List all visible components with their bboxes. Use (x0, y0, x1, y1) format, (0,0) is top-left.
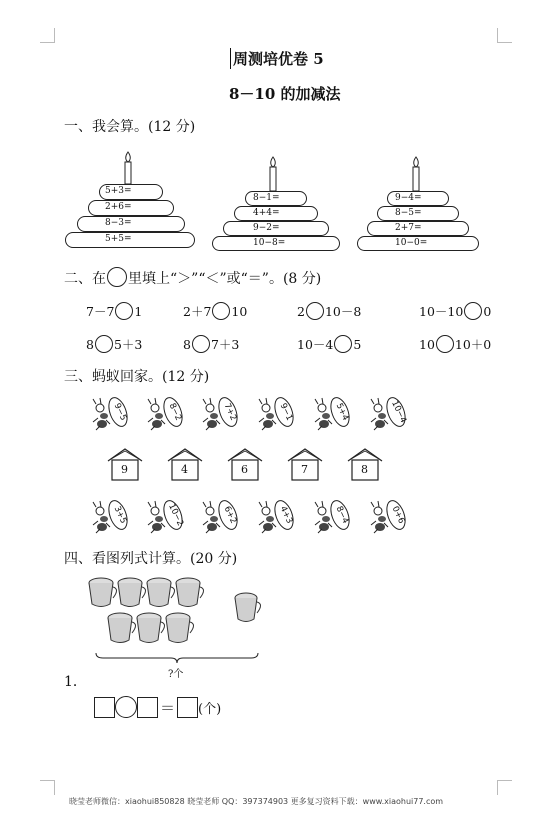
section-1-heading: 一、我会算。(12 分) (64, 119, 196, 135)
equation: 5+3= (105, 186, 132, 196)
answer-circle[interactable] (115, 302, 133, 320)
equation: 2+7= (395, 223, 422, 233)
ant-card[interactable] (147, 499, 191, 535)
right-expr: 10 (231, 304, 248, 319)
brace-label: ?个 (168, 669, 184, 680)
compare-item (297, 302, 361, 320)
page-subtitle: 8－10 的加减法 (229, 85, 341, 103)
circle-symbol-icon (107, 267, 127, 287)
ant-icon (147, 396, 191, 432)
right-expr: 5＋3 (113, 337, 143, 352)
house-number: 6 (241, 463, 248, 476)
problem-number: 1． (64, 674, 87, 690)
ant-card[interactable] (258, 396, 302, 432)
equation: 9−4= (395, 193, 422, 203)
compare-item (297, 335, 361, 353)
crop-mark (40, 780, 55, 795)
cups-illustration (84, 574, 284, 648)
ant-card[interactable] (314, 499, 358, 535)
right-expr: 10＋0 (454, 337, 492, 352)
footer-watermark: 晓莹老师微信：xiaohui850828 晓莹老师 QQ：397374903 更多复习资料下载：www.xiaohui77.com (69, 797, 444, 806)
equals-sign-icon: ＝ (160, 699, 176, 717)
ant-icon (92, 499, 136, 535)
ant-expression: 10−2 (166, 502, 186, 528)
ant-expression: 4+3 (277, 504, 295, 526)
answer-circle[interactable] (192, 335, 210, 353)
compare-item (419, 335, 491, 353)
equation: 8−1= (253, 193, 280, 203)
section-2-heading (64, 267, 321, 288)
right-expr: 1 (134, 304, 143, 319)
crop-mark (497, 28, 512, 43)
ant-expression: 0+6 (389, 504, 407, 526)
ant-card[interactable] (92, 499, 136, 535)
tower-2 (211, 153, 343, 251)
house-number: 4 (181, 463, 188, 476)
ant-icon (92, 396, 136, 432)
compare-item (183, 335, 239, 353)
house[interactable] (346, 447, 384, 481)
equation: 8−3= (105, 218, 132, 228)
equation: 4+4= (253, 208, 280, 218)
ant-card[interactable] (202, 499, 246, 535)
left-expr: 2 (297, 304, 305, 319)
answer-circle[interactable] (464, 302, 482, 320)
ant-card[interactable] (92, 396, 136, 432)
house[interactable] (166, 447, 204, 481)
ant-expression: 7+2 (221, 401, 239, 423)
ant-expression: 5+4 (333, 401, 351, 423)
crop-mark (40, 28, 55, 43)
ant-card[interactable] (370, 396, 414, 432)
crop-mark (497, 780, 512, 795)
house[interactable] (106, 447, 144, 481)
left-expr: 2＋7 (183, 304, 212, 319)
equation: 9−2= (253, 223, 280, 233)
ant-expression: 9−1 (277, 401, 295, 423)
compare-item (86, 302, 142, 320)
unit-label: (个) (198, 702, 222, 717)
answer-box[interactable] (94, 697, 115, 718)
ant-expression: 6+2 (221, 504, 239, 526)
ant-expression: 3+5 (111, 504, 129, 526)
right-expr: 0 (483, 304, 492, 319)
compare-item (86, 335, 142, 353)
cup-icon (89, 578, 261, 643)
section-4-heading: 四、看图列式计算。(20 分) (64, 551, 238, 567)
ant-card[interactable] (258, 499, 302, 535)
equation: 10−8= (253, 238, 286, 248)
house-number: 9 (121, 463, 128, 476)
ant-card[interactable] (370, 499, 414, 535)
ant-icon (258, 499, 302, 535)
right-expr: 5 (353, 337, 362, 352)
ant-expression: 8−4 (333, 504, 351, 526)
house-number: 8 (361, 463, 368, 476)
left-expr: 10－4 (297, 337, 334, 352)
equation: 2+6= (105, 202, 132, 212)
answer-circle[interactable] (212, 302, 230, 320)
answer-circle[interactable] (334, 335, 352, 353)
equation: 5+5= (105, 234, 132, 244)
ant-expression: 8−2 (166, 401, 184, 423)
heading-part: 里填上“＞”“＜”或“＝”。(8 分) (128, 271, 322, 287)
ant-expression: 9−5 (111, 401, 129, 423)
page-title: 周测培优卷 5 (230, 48, 324, 69)
equation: 8−5= (395, 208, 422, 218)
heading-part: 二、在 (64, 271, 106, 287)
equation: 10−0= (395, 238, 428, 248)
tower-1 (64, 148, 196, 252)
left-expr: 10－10 (419, 304, 464, 319)
compare-item (183, 302, 247, 320)
answer-circle[interactable] (95, 335, 113, 353)
answer-circle[interactable] (436, 335, 454, 353)
answer-box[interactable] (137, 697, 158, 718)
ant-icon (202, 396, 246, 432)
ant-card[interactable] (314, 396, 358, 432)
compare-item (419, 302, 491, 320)
house[interactable] (286, 447, 324, 481)
ant-card[interactable] (202, 396, 246, 432)
answer-circle[interactable] (306, 302, 324, 320)
left-expr: 10 (419, 337, 435, 352)
ant-icon (258, 396, 302, 432)
ant-card[interactable] (147, 396, 191, 432)
brace-icon (95, 651, 259, 665)
left-expr: 8 (86, 337, 94, 352)
ant-expression: 10−4 (389, 399, 409, 425)
answer-box[interactable] (177, 697, 198, 718)
house[interactable] (226, 447, 264, 481)
operator-circle[interactable] (115, 696, 137, 718)
left-expr: 8 (183, 337, 191, 352)
tower-3 (357, 153, 489, 251)
house-number: 7 (301, 463, 308, 476)
ant-icon (202, 499, 246, 535)
left-expr: 7－7 (86, 304, 115, 319)
right-expr: 10－8 (324, 304, 362, 319)
ant-icon (314, 499, 358, 535)
right-expr: 7＋3 (210, 337, 240, 352)
ant-icon (314, 396, 358, 432)
ant-icon (370, 499, 414, 535)
answer-equation (94, 696, 221, 718)
section-3-heading: 三、蚂蚁回家。(12 分) (64, 369, 210, 385)
